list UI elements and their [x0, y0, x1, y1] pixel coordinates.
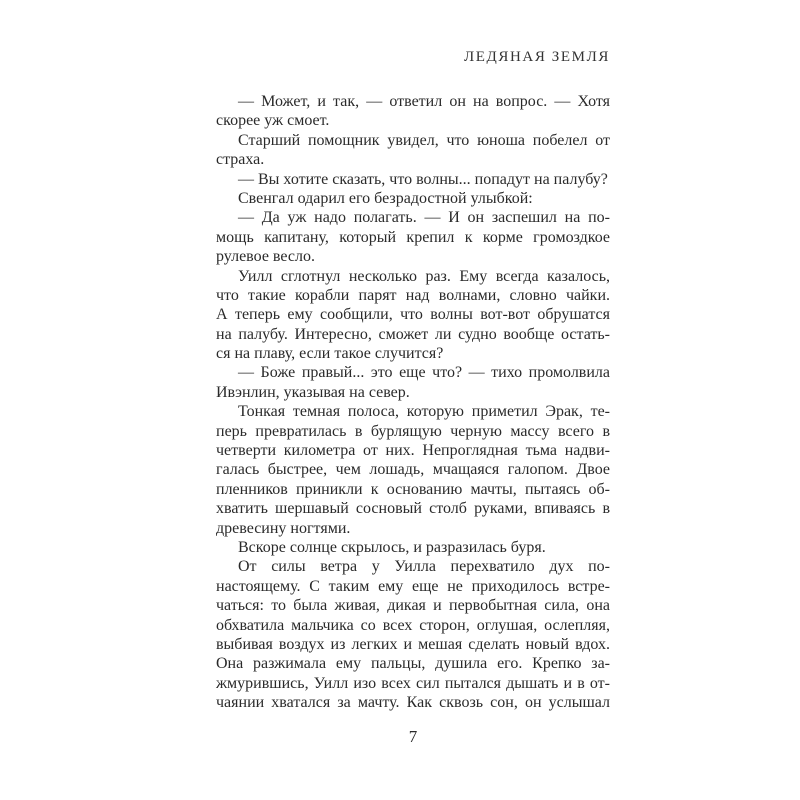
paragraph — [216, 208, 610, 266]
text-line: — Вы хотите сказать, что волны... попадут на палубу? — [238, 170, 608, 188]
paragraph — [216, 189, 610, 208]
text-line: страха. — [216, 151, 265, 169]
text-line: Вскоре солнце скрылось, и разразилась буря. — [238, 538, 546, 556]
text-line: чаянии хватался за мачту. Как сквозь сон, он услышал — [216, 694, 610, 712]
text-line: чаться: то была живая, дикая и первобытная сила, она — [216, 597, 610, 615]
text-line: галась быстрее, чем лошадь, мчащаяся галопом. Двое — [216, 461, 610, 479]
text-line: Тонкая темная полоса, которую приметил Эрак, те- — [238, 403, 610, 421]
text-line: А теперь ему сообщили, что волны вот-вот обрушатся — [216, 306, 610, 324]
text-line: скорее уж смоет. — [216, 112, 330, 130]
text-line: древесину ногтями. — [216, 519, 351, 537]
text-line: — Боже правый... это еще что? — тихо промолвила — [238, 364, 610, 382]
text-line: жмурившись, Уилл изо всех сил пытался дышать и в от- — [216, 674, 610, 692]
text-line: четверти километра от них. Непроглядная тьма надви- — [216, 442, 610, 460]
text-line: рулевое весло. — [216, 248, 315, 266]
text-line: — Может, и так, — ответил он на вопрос. — Хотя — [238, 93, 610, 110]
text-line: пленников приникли к основанию мачты, пытаясь об- — [216, 480, 610, 498]
paragraph — [216, 267, 610, 364]
paragraph — [216, 557, 610, 712]
text-line: Ивэнлин, указывая на север. — [216, 383, 410, 401]
body-text — [216, 92, 610, 713]
page-number: 7 — [408, 727, 418, 746]
text-line: выбивая воздух из легких и мешая сделать новый вдох. — [216, 635, 610, 653]
paragraph — [216, 170, 610, 189]
text-line: на палубу. Интересно, сможет ли судно вообще остать- — [216, 325, 610, 343]
text-line: мощь капитану, который крепил к корме громоздкое — [216, 228, 610, 246]
text-line: обхватила мальчика со всех сторон, оглушая, ослепляя, — [216, 616, 610, 634]
paragraph — [216, 131, 610, 170]
text-line: перь превратилась в бурлящую черную массу всего в — [216, 422, 610, 440]
text-line: хватить шершавый сосновый столб руками, впиваясь в — [216, 500, 610, 518]
text-line: От силы ветра у Уилла перехватило дух по- — [238, 558, 610, 576]
text-line: Свенгал одарил его безрадостной улыбкой: — [238, 189, 533, 207]
paragraph — [216, 402, 610, 538]
text-line: Старший помощник увидел, что юноша побелел от — [238, 131, 610, 149]
text-line: Уилл сглотнул несколько раз. Ему всегда казалось, — [238, 267, 610, 285]
paragraph — [216, 538, 610, 557]
text-line: что такие корабли парят над волнами, словно чайки. — [216, 286, 610, 304]
text-line: ся на плаву, если такое случится? — [216, 345, 444, 363]
text-line: настоящему. С таким ему еще не приходилось встре- — [216, 577, 610, 595]
paragraph — [216, 92, 610, 131]
text-line: Она разжимала ему пальцы, душила его. Крепко за- — [216, 655, 610, 673]
paragraph — [216, 363, 610, 402]
running-head: ЛЕДЯНАЯ ЗЕМЛЯ — [464, 49, 610, 65]
text-line: — Да уж надо полагать. — И он заспешил на по- — [238, 209, 610, 227]
